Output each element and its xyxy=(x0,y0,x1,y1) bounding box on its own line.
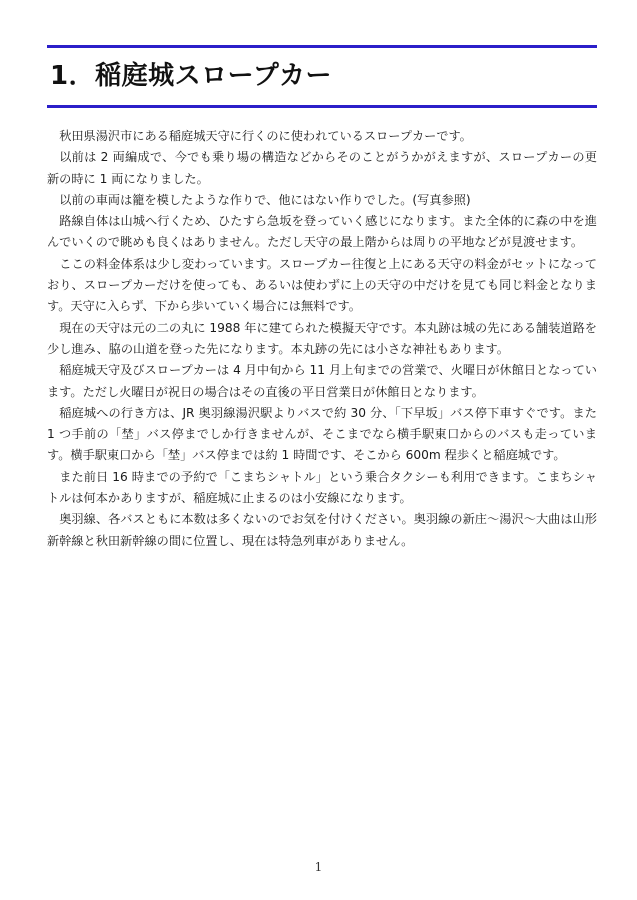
paragraph-fares: ここの料金体系は少し変わっています。スロープカー往復と上にある天守の料金がセットになっており、スロープカーだけを使っても、あるいは使わずに上の天守の中だけを見ても同じ料金となります。天守に入らず、下から歩いていく場合には無料です。 xyxy=(47,256,597,314)
paragraph-shuttle-taxi: また前日 16 時までの予約で「こまちシャトル」という乗合タクシーも利用できます。こまちシャトルは何本かありますが、稲庭城に止まるのは小安線になります。 xyxy=(47,469,597,506)
paragraph-notes: 奥羽線、各バスともに本数は多くないのでお気を付けください。奥羽線の新庄～湯沢～大曲は山形新幹線と秋田新幹線の間に位置し、現在は特急列車がありません。 xyxy=(47,512,597,548)
paragraph-two-car-history: 以前は 2 両編成で、今でも乗り場の構造などからそのことがうかがえますが、スロープカーの更新の時に 1 両になりました。 xyxy=(47,150,597,186)
paragraph-access: 稲庭城への行き方は、JR 奥羽線湯沢駅よりバスで約 30 分、「下早坂」バス停下車すぐです。また 1 つ手前の「埜」バス停までしか行きませんが、そこまでなら横手駅東口からのバスも走っています。横手駅東口から「埜」バス停までは約 1 時間です、そこから 600m 程歩くと稲庭城です。 xyxy=(47,405,597,463)
heading-top-rule xyxy=(47,45,597,48)
paragraph-route: 路線自体は山城へ行くため、ひたすら急坂を登っていく感じになります。また全体的に森の中を進んでいくので眺めも良くはありません。ただし天守の最上階からは周りの平地などが見渡せます。 xyxy=(47,214,597,250)
page-number: 1 xyxy=(314,860,323,874)
paragraph-castle-tower: 現在の天守は元の二の丸に 1988 年に建てられた模擬天守です。本丸跡は城の先にある舗装道路を少し進み、脇の山道を登った先になります。本丸跡の先には小さな神社もあります。 xyxy=(47,320,597,356)
paragraph-intro: 秋田県湯沢市にある稲庭城天守に行くのに使われているスロープカーです。 xyxy=(59,129,472,143)
body-text xyxy=(47,126,597,552)
paragraph-old-car-design: 以前の車両は籠を模したような作りで、他にはない作りでした。(写真参照) xyxy=(59,192,471,207)
page-heading: 1．稲庭城スロープカー xyxy=(50,61,333,91)
heading-bottom-rule xyxy=(47,105,597,108)
paragraph-opening-season: 稲庭城天守及びスロープカーは 4 月中旬から 11 月上旬までの営業で、火曜日が休館日となっています。ただし火曜日が祝日の場合はその直後の平日営業日が休館日となります。 xyxy=(47,363,597,399)
